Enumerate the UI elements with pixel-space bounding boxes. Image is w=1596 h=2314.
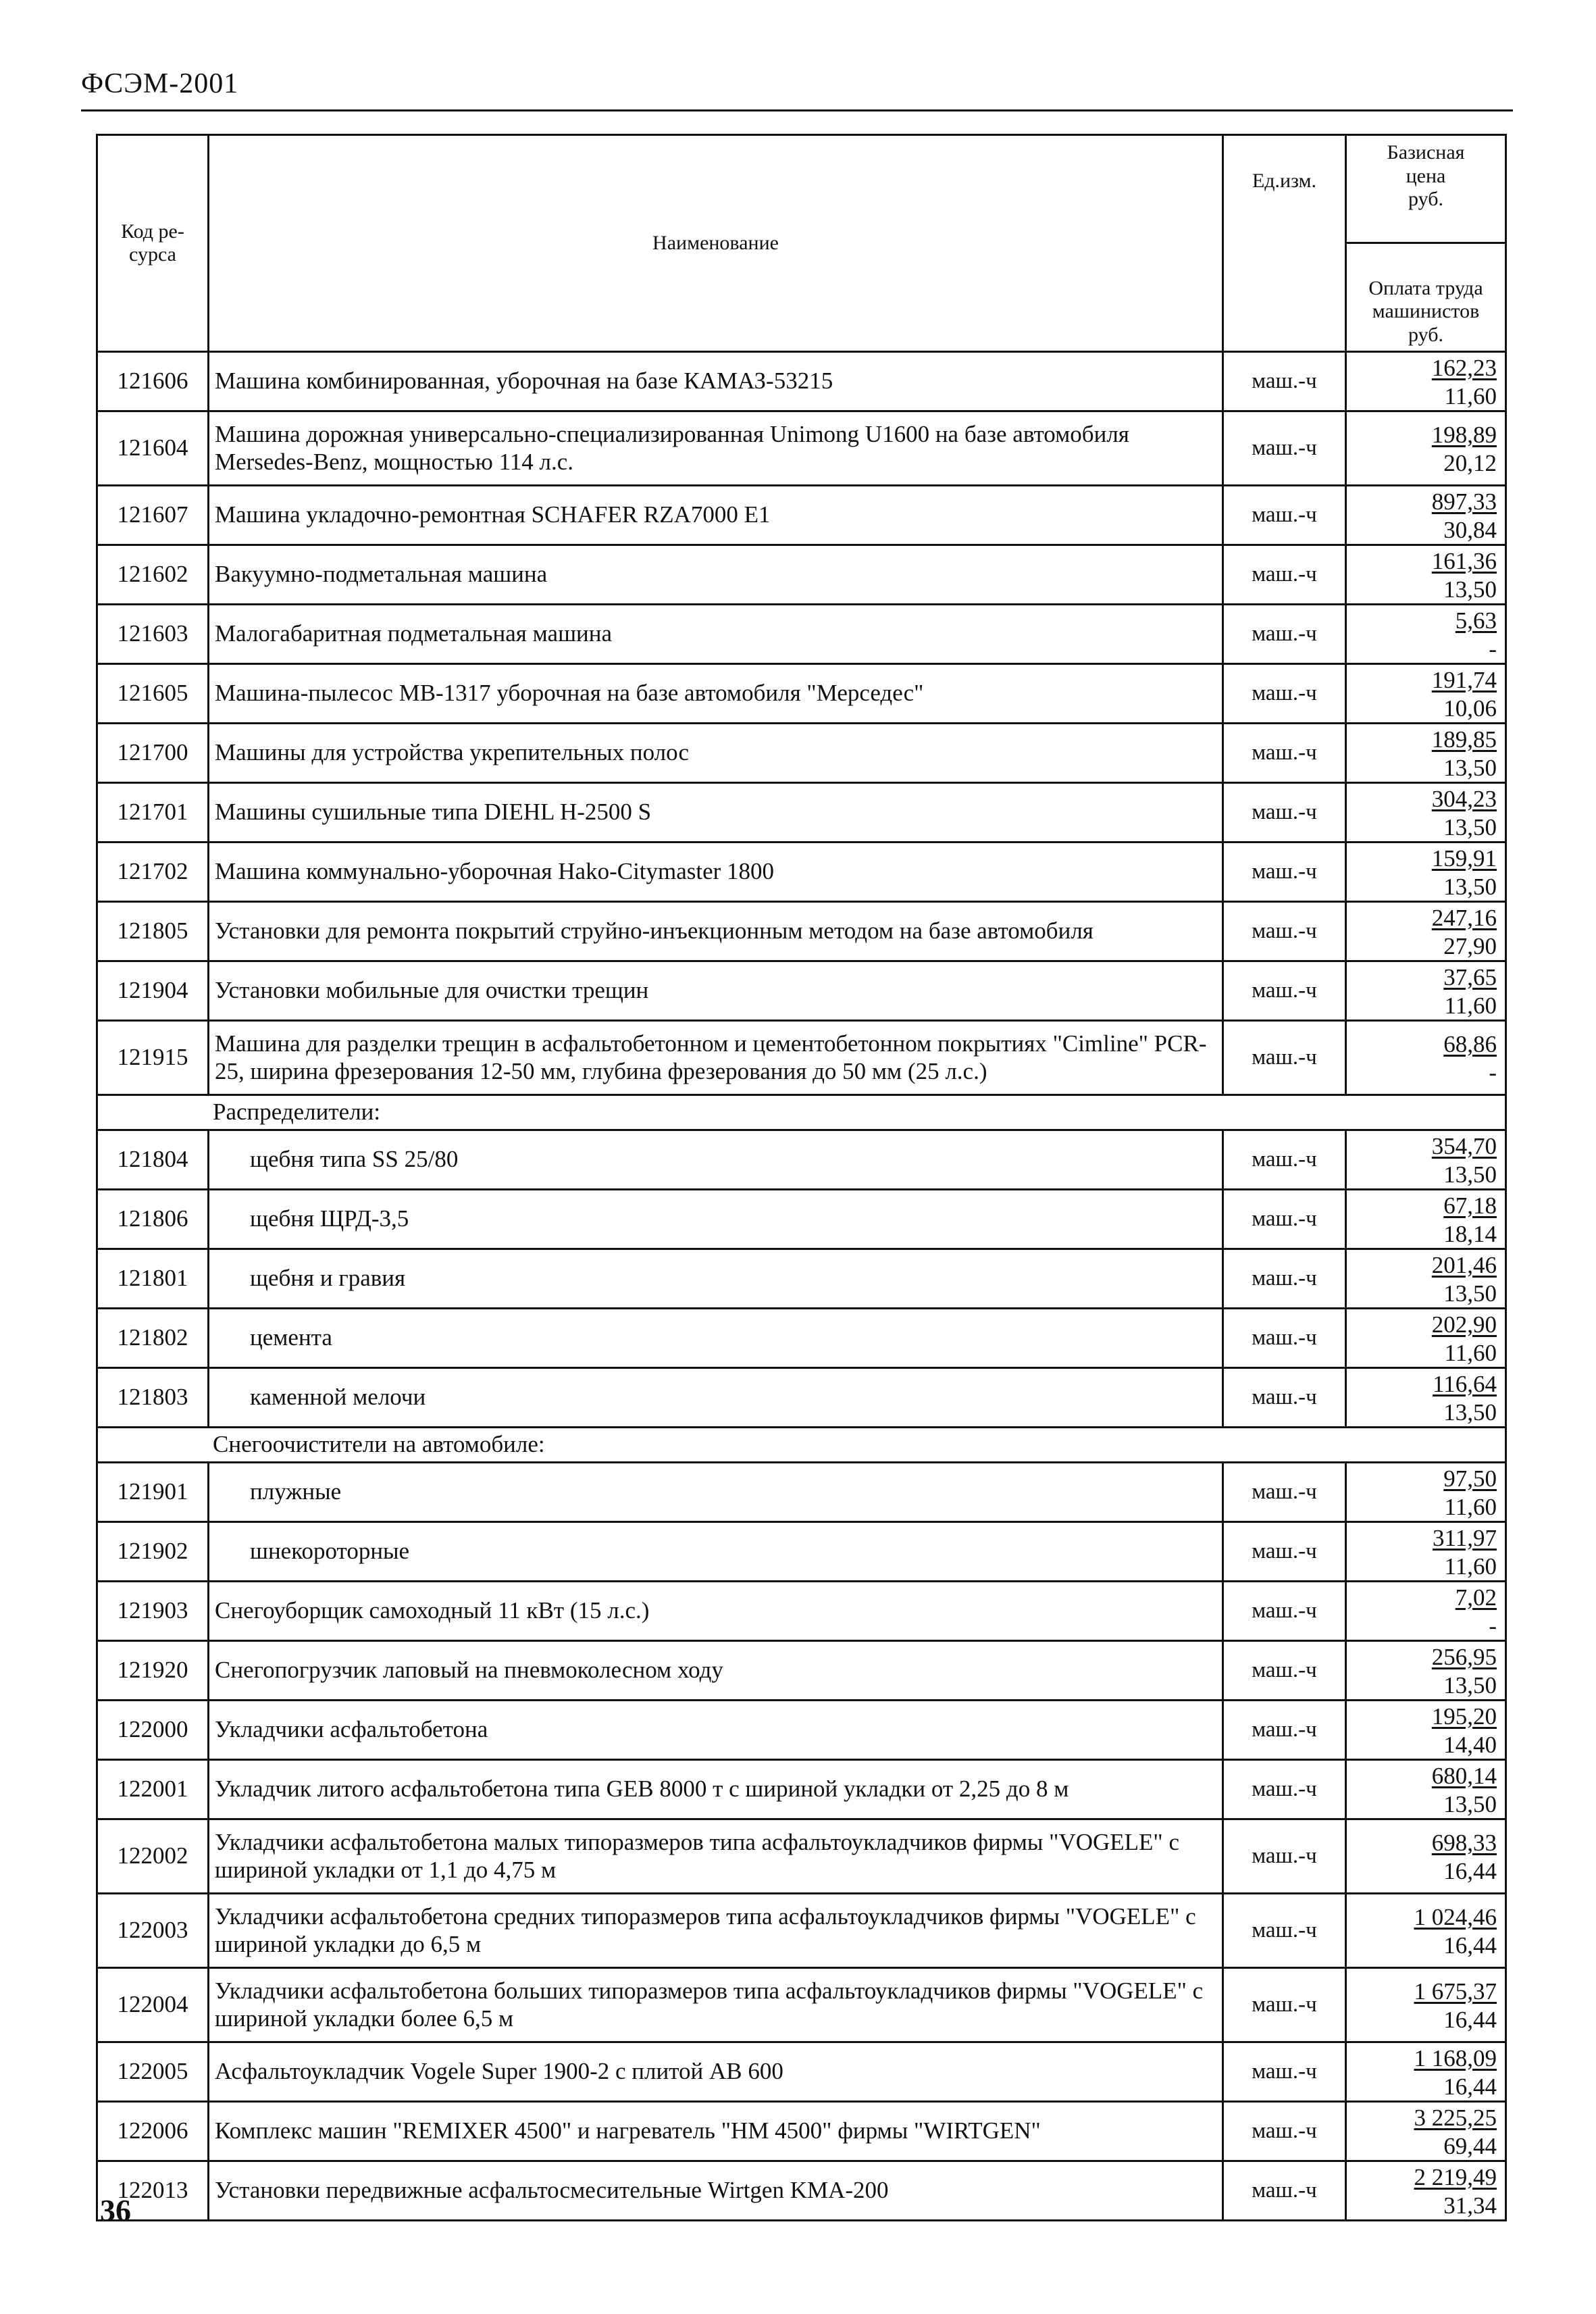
resource-code: 121604 xyxy=(97,411,209,486)
unit-of-measure: маш.-ч xyxy=(1223,1309,1346,1368)
resource-name: щебня типа SS 25/80 xyxy=(209,1130,1223,1190)
document-header: ФСЭМ-2001 xyxy=(81,68,239,99)
unit-of-measure: маш.-ч xyxy=(1223,1021,1346,1095)
operator-wage: 69,44 xyxy=(1443,2132,1497,2159)
base-price: 1 168,09 xyxy=(1414,2044,1497,2071)
operator-wage: 13,50 xyxy=(1443,1161,1497,1188)
operator-wage: 13,50 xyxy=(1443,754,1497,781)
unit-of-measure: маш.-ч xyxy=(1223,411,1346,486)
price-cell xyxy=(1346,486,1506,545)
resource-name: Машина укладочно-ремонтная SCHAFER RZA7000 E1 xyxy=(209,486,1223,545)
section-title: Распределители: xyxy=(97,1095,1506,1130)
base-price: 191,74 xyxy=(1431,666,1497,693)
unit-of-measure: маш.-ч xyxy=(1223,724,1346,783)
operator-wage: 16,44 xyxy=(1443,2073,1497,2100)
header-unit: Ед.изм. xyxy=(1223,135,1346,352)
unit-of-measure: маш.-ч xyxy=(1223,1190,1346,1249)
table-row xyxy=(97,1819,1506,1894)
resource-code: 122013 xyxy=(97,2161,209,2221)
operator-wage: - xyxy=(1489,635,1497,662)
base-price: 195,20 xyxy=(1431,1703,1497,1730)
operator-wage: 13,50 xyxy=(1443,1790,1497,1817)
price-cell xyxy=(1346,1582,1506,1641)
table-row xyxy=(97,783,1506,842)
unit-of-measure: маш.-ч xyxy=(1223,605,1346,664)
resource-code: 121902 xyxy=(97,1522,209,1582)
base-price: 202,90 xyxy=(1431,1311,1497,1338)
price-cell xyxy=(1346,1190,1506,1249)
resource-name: щебня и гравия xyxy=(209,1249,1223,1309)
price-cell xyxy=(1346,2161,1506,2221)
base-price: 67,18 xyxy=(1443,1192,1497,1219)
operator-wage: 13,50 xyxy=(1443,873,1497,900)
resource-name: Машина комбинированная, уборочная на базе КАМАЗ-53215 xyxy=(209,352,1223,411)
unit-of-measure: маш.-ч xyxy=(1223,1701,1346,1760)
table-row xyxy=(97,352,1506,411)
resource-code: 121915 xyxy=(97,1021,209,1095)
table-row xyxy=(97,842,1506,902)
price-cell xyxy=(1346,961,1506,1021)
operator-wage: 11,60 xyxy=(1444,992,1497,1019)
price-cell xyxy=(1346,1760,1506,1819)
operator-wage: 13,50 xyxy=(1443,576,1497,603)
table-row xyxy=(97,486,1506,545)
unit-of-measure: маш.-ч xyxy=(1223,1249,1346,1309)
unit-of-measure: маш.-ч xyxy=(1223,1522,1346,1582)
resource-name: Укладчики асфальтобетона больших типоразмеров типа асфальтоукладчиков фирмы "VOGELE" с шириной укладки более 6,5 м xyxy=(209,1968,1223,2042)
table-row xyxy=(97,2161,1506,2221)
resource-code: 122005 xyxy=(97,2042,209,2102)
base-price: 1 675,37 xyxy=(1414,1978,1497,2005)
resource-name: Машина дорожная универсально-специализированная Unimong U1600 на базе автомобиля Mersedes-Benz, мощностью 114 л.с. xyxy=(209,411,1223,486)
operator-wage: 11,60 xyxy=(1444,1339,1497,1366)
base-price: 189,85 xyxy=(1431,726,1497,753)
resource-code: 121805 xyxy=(97,902,209,961)
price-cell xyxy=(1346,411,1506,486)
price-table xyxy=(96,134,1507,2221)
table-row xyxy=(97,1249,1506,1309)
table-row xyxy=(97,1701,1506,1760)
base-price: 68,86 xyxy=(1443,1030,1497,1057)
base-price: 159,91 xyxy=(1431,845,1497,872)
price-cell xyxy=(1346,1641,1506,1701)
resource-name: Снегоуборщик самоходный 11 кВт (15 л.с.) xyxy=(209,1582,1223,1641)
price-cell xyxy=(1346,1368,1506,1428)
operator-wage: 14,40 xyxy=(1443,1731,1497,1758)
unit-of-measure: маш.-ч xyxy=(1223,2042,1346,2102)
price-cell xyxy=(1346,1894,1506,1968)
resource-name: Малогабаритная подметальная машина xyxy=(209,605,1223,664)
unit-of-measure: маш.-ч xyxy=(1223,1463,1346,1522)
price-cell xyxy=(1346,1309,1506,1368)
resource-name: Машина коммунально-уборочная Hako-Citymaster 1800 xyxy=(209,842,1223,902)
resource-code: 121804 xyxy=(97,1130,209,1190)
table-row xyxy=(97,605,1506,664)
base-price: 201,46 xyxy=(1431,1251,1497,1278)
resource-name: Снегопогрузчик лаповый на пневмоколесном ходу xyxy=(209,1641,1223,1701)
operator-wage: 13,50 xyxy=(1443,1671,1497,1699)
resource-code: 121803 xyxy=(97,1368,209,1428)
unit-of-measure: маш.-ч xyxy=(1223,783,1346,842)
unit-of-measure: маш.-ч xyxy=(1223,1368,1346,1428)
table-row xyxy=(97,1463,1506,1522)
base-price: 1 024,46 xyxy=(1414,1903,1497,1930)
resource-name: Укладчики асфальтобетона xyxy=(209,1701,1223,1760)
resource-name: Укладчики асфальтобетона средних типоразмеров типа асфальтоукладчиков фирмы "VOGELE" с шириной укладки до 6,5 м xyxy=(209,1894,1223,1968)
resource-code: 121801 xyxy=(97,1249,209,1309)
resource-code: 122001 xyxy=(97,1760,209,1819)
resource-name: Машина для разделки трещин в асфальтобетонном и цементобетонном покрытиях "Cimline" PCR-25, ширина фрезерования 12-50 мм, глубина фрезерования до 50 мм (25 л.с.) xyxy=(209,1021,1223,1095)
price-cell xyxy=(1346,1701,1506,1760)
table-row xyxy=(97,1968,1506,2042)
base-price: 161,36 xyxy=(1431,547,1497,574)
price-cell xyxy=(1346,2042,1506,2102)
resource-code: 122003 xyxy=(97,1894,209,1968)
unit-of-measure: маш.-ч xyxy=(1223,1641,1346,1701)
resource-name: Укладчик литого асфальтобетона типа GEB 8000 т с шириной укладки от 2,25 до 8 м xyxy=(209,1760,1223,1819)
table-row xyxy=(97,1522,1506,1582)
header-code: Код ре-сурса xyxy=(97,135,209,352)
base-price: 354,70 xyxy=(1431,1132,1497,1159)
operator-wage: 31,34 xyxy=(1443,2192,1497,2219)
operator-wage: 16,44 xyxy=(1443,2006,1497,2033)
price-cell xyxy=(1346,1249,1506,1309)
table-row xyxy=(97,1368,1506,1428)
table-row xyxy=(97,1894,1506,1968)
table-row xyxy=(97,545,1506,605)
resource-name: Машины сушильные типа DIEHL H-2500 S xyxy=(209,783,1223,842)
resource-name: шнекороторные xyxy=(209,1522,1223,1582)
base-price: 97,50 xyxy=(1443,1465,1497,1492)
base-price: 247,16 xyxy=(1431,904,1497,931)
resource-code: 122000 xyxy=(97,1701,209,1760)
price-cell xyxy=(1346,842,1506,902)
resource-code: 122006 xyxy=(97,2102,209,2161)
unit-of-measure: маш.-ч xyxy=(1223,1760,1346,1819)
operator-wage: - xyxy=(1489,1059,1497,1086)
table-row xyxy=(97,1760,1506,1819)
unit-of-measure: маш.-ч xyxy=(1223,1819,1346,1894)
table-row xyxy=(97,1130,1506,1190)
unit-of-measure: маш.-ч xyxy=(1223,352,1346,411)
operator-wage: 18,14 xyxy=(1443,1220,1497,1247)
price-cell xyxy=(1346,783,1506,842)
section-row xyxy=(97,1095,1506,1130)
resource-name: Машина-пылесос МВ-1317 уборочная на базе автомобиля "Мерседес" xyxy=(209,664,1223,724)
resource-code: 121605 xyxy=(97,664,209,724)
page-number: 36 xyxy=(100,2193,131,2228)
operator-wage: 27,90 xyxy=(1443,932,1497,959)
resource-code: 121701 xyxy=(97,783,209,842)
unit-of-measure: маш.-ч xyxy=(1223,486,1346,545)
table-row xyxy=(97,1582,1506,1641)
resource-name: Установки мобильные для очистки трещин xyxy=(209,961,1223,1021)
resource-code: 122004 xyxy=(97,1968,209,2042)
resource-name: Установки для ремонта покрытий струйно-инъекционным методом на базе автомобиля xyxy=(209,902,1223,961)
unit-of-measure: маш.-ч xyxy=(1223,902,1346,961)
resource-name: щебня ЩРД-3,5 xyxy=(209,1190,1223,1249)
table-row xyxy=(97,961,1506,1021)
resource-code: 121607 xyxy=(97,486,209,545)
resource-name: каменной мелочи xyxy=(209,1368,1223,1428)
operator-wage: 13,50 xyxy=(1443,1399,1497,1426)
header-price: Базисная цена руб. Оплата труда машинистов руб. xyxy=(1346,135,1506,352)
operator-wage: 11,60 xyxy=(1444,382,1497,409)
base-price: 680,14 xyxy=(1431,1762,1497,1789)
base-price: 3 225,25 xyxy=(1414,2104,1497,2131)
table-row xyxy=(97,1641,1506,1701)
resource-name: плужные xyxy=(209,1463,1223,1522)
operator-wage: 20,12 xyxy=(1443,449,1497,476)
operator-wage: 13,50 xyxy=(1443,813,1497,840)
base-price: 256,95 xyxy=(1431,1643,1497,1670)
unit-of-measure: маш.-ч xyxy=(1223,2161,1346,2221)
unit-of-measure: маш.-ч xyxy=(1223,961,1346,1021)
operator-wage: 10,06 xyxy=(1443,695,1497,722)
price-cell xyxy=(1346,1968,1506,2042)
resource-name: Асфальтоукладчик Vogele Super 1900-2 с плитой АВ 600 xyxy=(209,2042,1223,2102)
base-price: 116,64 xyxy=(1433,1370,1497,1397)
resource-code: 121602 xyxy=(97,545,209,605)
price-cell xyxy=(1346,724,1506,783)
unit-of-measure: маш.-ч xyxy=(1223,1130,1346,1190)
price-cell xyxy=(1346,605,1506,664)
unit-of-measure: маш.-ч xyxy=(1223,664,1346,724)
resource-name: Машины для устройства укрепительных полос xyxy=(209,724,1223,783)
table-row xyxy=(97,1021,1506,1095)
unit-of-measure: маш.-ч xyxy=(1223,1894,1346,1968)
base-price: 5,63 xyxy=(1455,607,1497,634)
table-row xyxy=(97,1190,1506,1249)
resource-name: цемента xyxy=(209,1309,1223,1368)
table-row xyxy=(97,2102,1506,2161)
resource-code: 121606 xyxy=(97,352,209,411)
price-cell xyxy=(1346,1021,1506,1095)
operator-wage: 16,44 xyxy=(1443,1857,1497,1884)
resource-name: Установки передвижные асфальтосмесительные Wirtgen KMA-200 xyxy=(209,2161,1223,2221)
resource-code: 121802 xyxy=(97,1309,209,1368)
resource-code: 121603 xyxy=(97,605,209,664)
base-price: 304,23 xyxy=(1431,785,1497,812)
header-rule xyxy=(81,109,1513,111)
price-cell xyxy=(1346,545,1506,605)
operator-wage: 16,44 xyxy=(1443,1932,1497,1959)
resource-code: 121901 xyxy=(97,1463,209,1522)
table-row xyxy=(97,2042,1506,2102)
base-price: 7,02 xyxy=(1455,1584,1497,1611)
resource-code: 122002 xyxy=(97,1819,209,1894)
resource-name: Укладчики асфальтобетона малых типоразмеров типа асфальтоукладчиков фирмы "VOGELE" с шириной укладки от 1,1 до 4,75 м xyxy=(209,1819,1223,1894)
operator-wage: - xyxy=(1489,1612,1497,1639)
resource-name: Вакуумно-подметальная машина xyxy=(209,545,1223,605)
operator-wage: 30,84 xyxy=(1443,516,1497,543)
operator-wage: 11,60 xyxy=(1444,1553,1497,1580)
section-row xyxy=(97,1428,1506,1463)
price-cell xyxy=(1346,352,1506,411)
price-cell xyxy=(1346,902,1506,961)
base-price: 162,23 xyxy=(1431,354,1497,381)
base-price: 698,33 xyxy=(1431,1829,1497,1856)
price-cell xyxy=(1346,1522,1506,1582)
unit-of-measure: маш.-ч xyxy=(1223,1968,1346,2042)
unit-of-measure: маш.-ч xyxy=(1223,545,1346,605)
table-row xyxy=(97,724,1506,783)
table-body xyxy=(97,352,1506,2221)
resource-code: 121700 xyxy=(97,724,209,783)
table-row xyxy=(97,411,1506,486)
base-price: 311,97 xyxy=(1433,1524,1497,1551)
price-cell xyxy=(1346,1463,1506,1522)
resource-name: Комплекс машин "REMIXER 4500" и нагреватель "HM 4500" фирмы "WIRTGEN" xyxy=(209,2102,1223,2161)
resource-code: 121702 xyxy=(97,842,209,902)
unit-of-measure: маш.-ч xyxy=(1223,1582,1346,1641)
resource-code: 121920 xyxy=(97,1641,209,1701)
resource-code: 121806 xyxy=(97,1190,209,1249)
base-price: 897,33 xyxy=(1431,488,1497,515)
header-name: Наименование xyxy=(209,135,1223,352)
unit-of-measure: маш.-ч xyxy=(1223,2102,1346,2161)
price-cell xyxy=(1346,2102,1506,2161)
base-price: 198,89 xyxy=(1431,421,1497,448)
table-row xyxy=(97,1309,1506,1368)
base-price: 2 219,49 xyxy=(1414,2163,1497,2190)
table-row xyxy=(97,664,1506,724)
table-row xyxy=(97,902,1506,961)
resource-code: 121904 xyxy=(97,961,209,1021)
operator-wage: 11,60 xyxy=(1444,1493,1497,1520)
price-cell xyxy=(1346,1130,1506,1190)
section-title: Снегоочистители на автомобиле: xyxy=(97,1428,1506,1463)
base-price: 37,65 xyxy=(1443,963,1497,990)
resource-code: 121903 xyxy=(97,1582,209,1641)
price-cell xyxy=(1346,1819,1506,1894)
price-cell xyxy=(1346,664,1506,724)
unit-of-measure: маш.-ч xyxy=(1223,842,1346,902)
operator-wage: 13,50 xyxy=(1443,1280,1497,1307)
